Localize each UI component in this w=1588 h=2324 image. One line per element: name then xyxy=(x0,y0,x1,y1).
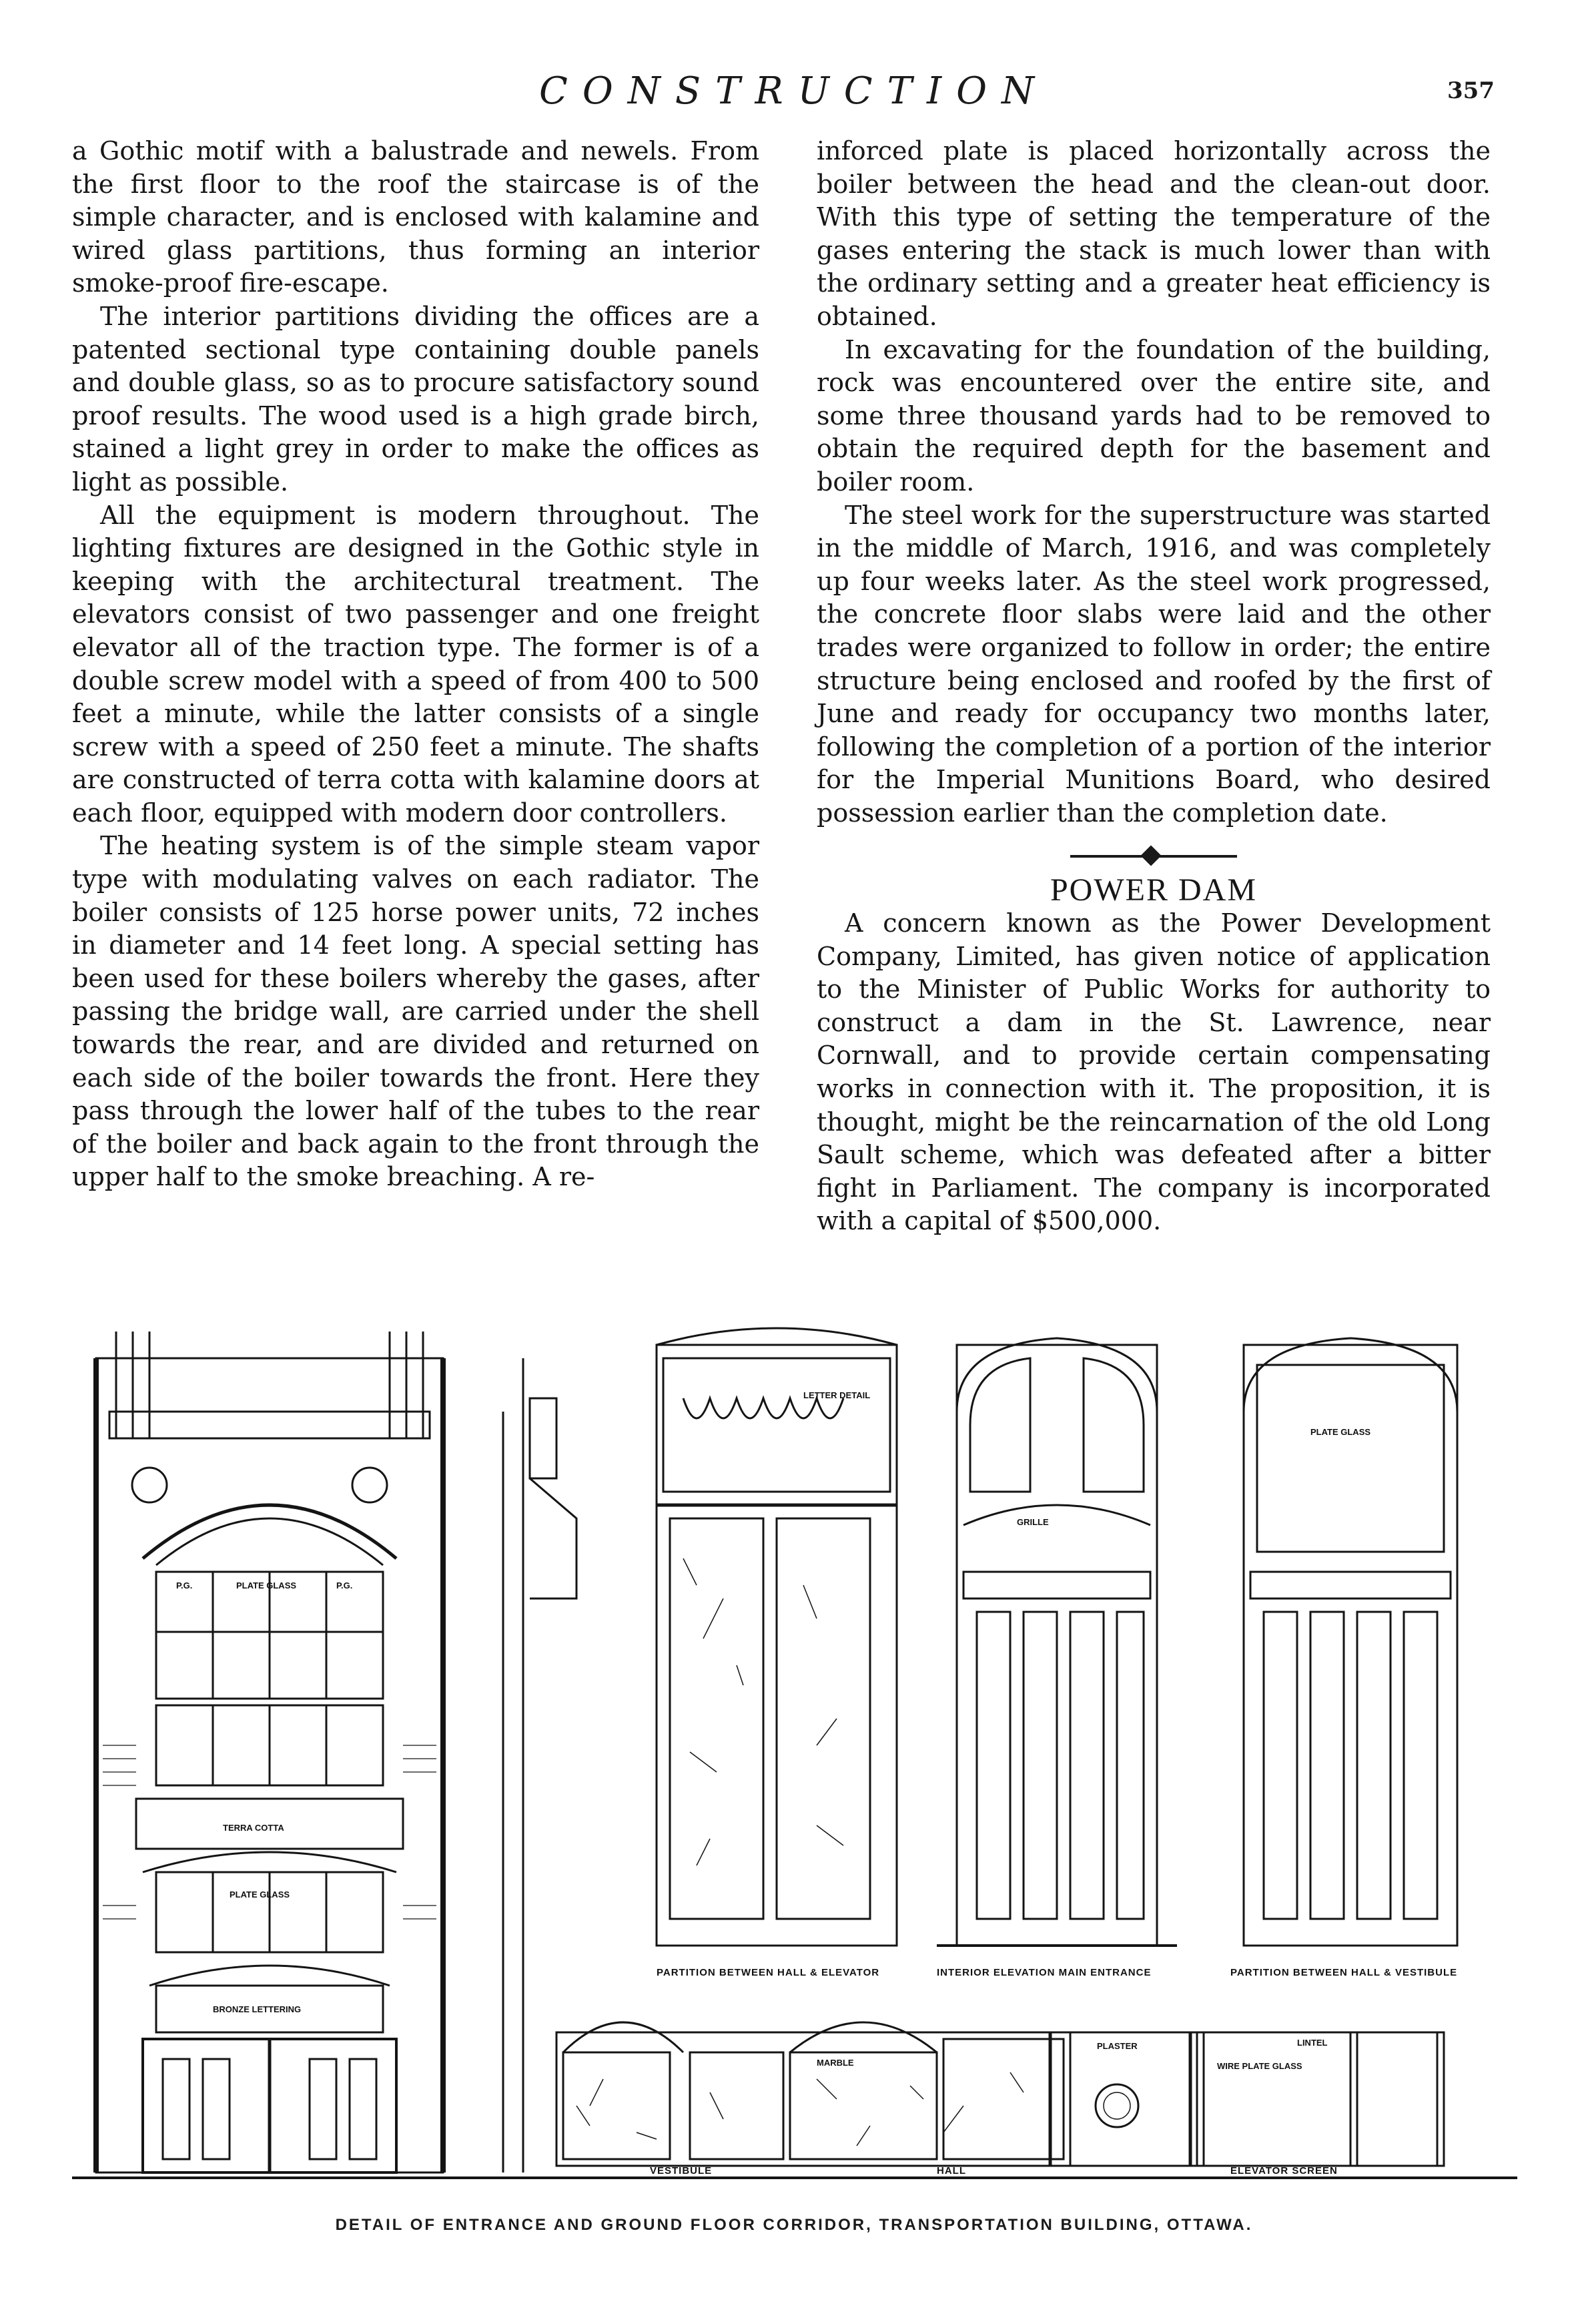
power-dam-heading: POWER DAM xyxy=(1050,872,1257,908)
entrance-label-plate-glass: PLATE GLASS xyxy=(236,1580,297,1590)
interior-elevation-main-entrance xyxy=(937,1338,1177,1946)
label-wire-glass: WIRE PLATE GLASS xyxy=(1217,2061,1302,2071)
label-interior-elevation: INTERIOR ELEVATION MAIN ENTRANCE xyxy=(937,1967,1152,1978)
label-plaster: PLASTER xyxy=(1097,2041,1138,2051)
paragraph-partitions: The interior partitions dividing the offices are a patented sectional type containing double panels and double glass, so as to procure satisfactory sound proof results. The wood used is a high grade birch, stained a light grey in order to make the offices as light as possible. xyxy=(72,301,759,497)
entrance-label-pg-left: P.G. xyxy=(176,1580,193,1590)
label-lintel: LINTEL xyxy=(1297,2038,1328,2048)
label-elevator-screen: ELEVATOR SCREEN xyxy=(1230,2165,1338,2176)
paragraph-boiler-plate: inforced plate is placed horizontally across the boiler between the head and the clean-out door. With this type of setting the temperature of the gases entering the stack is much lower than with the ordinary setting and a greater heat efficiency is obtained. xyxy=(817,136,1491,331)
partition-hall-elevator xyxy=(657,1328,897,1946)
hall-long-elevation xyxy=(556,2022,1444,2166)
entrance-label-plate-glass-lower: PLATE GLASS xyxy=(230,1890,290,1900)
label-partition-hall-vestibule: PARTITION BETWEEN HALL & VESTIBULE xyxy=(1230,1967,1458,1978)
paragraph-excavating: In excavating for the foundation of the building, rock was encountered over the entire site, and some three thousand yards had to be removed to obtain the required depth for the basement and boiler room. xyxy=(817,334,1491,497)
label-plate-glass: PLATE GLASS xyxy=(1310,1427,1371,1437)
figure-caption: DETAIL OF ENTRANCE AND GROUND FLOOR CORRIDOR, TRANSPORTATION BUILDING, OTTAWA. xyxy=(335,2216,1253,2234)
label-letter-detail: LETTER DETAIL xyxy=(803,1390,871,1400)
paragraph-heating: The heating system is of the simple steam vapor type with modulating valves on each radiator. The boiler consists of 125 horse power units, 72 inches in diameter and 14 feet long. A special setting has been used for these boilers whereby the gases, after passing the bridge wall, are carried under the shell towards the rear, and are divided and returned on each side of the boiler towards the front. Here they pass through the lower half of the tubes to the rear of the boiler and back again to the front through the upper half to the smoke breaching. A re- xyxy=(72,831,759,1192)
entrance-label-bronze: BRONZE LETTERING xyxy=(213,2004,302,2014)
paragraph-staircase: a Gothic motif with a balustrade and newels. From the first floor to the roof the staircase is of the simple character, and is enclosed with kalamine and wired glass partitions, thus forming an interior smoke-proof fire-escape. xyxy=(72,136,759,298)
paragraph-equipment: All the equipment is modern throughout. The lighting fixtures are designed in the Gothic style in keeping with the architectural treatment. The elevators consist of two passenger and one freight elevator all of the traction type. The former is of a double screw model with a speed of from 400 to 500 feet a minute, while the latter consists of a single screw with a speed of 250 feet a minute. The shafts are constructed of terra cotta with kalamine doors at each floor, equipped with modern door controllers. xyxy=(72,500,759,828)
section-divider-ornament xyxy=(817,843,1491,870)
paragraph-steel-work: The steel work for the superstructure was started in the middle of March, 1916, and was completely up four weeks later. As the steel work progressed, the concrete floor slabs were laid and the other trades were organized to follow in order; the entire structure being enclosed and roofed by the first of June and ready for occupancy two months later, following the completion of a portion of the interior for the Imperial Munitions Board, who desired possession earlier than the completion date. xyxy=(817,500,1491,828)
left-text-column xyxy=(72,135,759,1299)
partition-hall-vestibule xyxy=(1244,1338,1457,1946)
label-grille: GRILLE xyxy=(1017,1517,1049,1527)
architectural-drawing xyxy=(69,1318,1520,2186)
paragraph-power-dam: A concern known as the Power Development Company, Limited, has given notice of application to the Minister of Public Works for authority to construct a dam in the St. Lawrence, near Cornwall, and to provide certain compensating works in connection with it. The proposition, it is thought, might be the reincarnation of the old Long Sault scheme, which was defeated after a bitter fight in Parliament. The company is incorporated with a capital of $500,000. xyxy=(817,908,1491,1236)
page-number: 357 xyxy=(1447,77,1495,104)
entrance-label-pg-right: P.G. xyxy=(336,1580,353,1590)
entrance-label-terra-cotta: TERRA COTTA xyxy=(223,1823,284,1833)
right-text-column xyxy=(817,135,1491,1238)
running-header-title: CONSTRUCTION xyxy=(538,69,1050,113)
entrance-elevation xyxy=(96,1332,443,2172)
label-hall: HALL xyxy=(937,2165,966,2176)
label-vestibule: VESTIBULE xyxy=(650,2165,713,2176)
label-partition-hall-elevator: PARTITION BETWEEN HALL & ELEVATOR xyxy=(657,1967,880,1978)
label-marble: MARBLE xyxy=(817,2058,854,2068)
